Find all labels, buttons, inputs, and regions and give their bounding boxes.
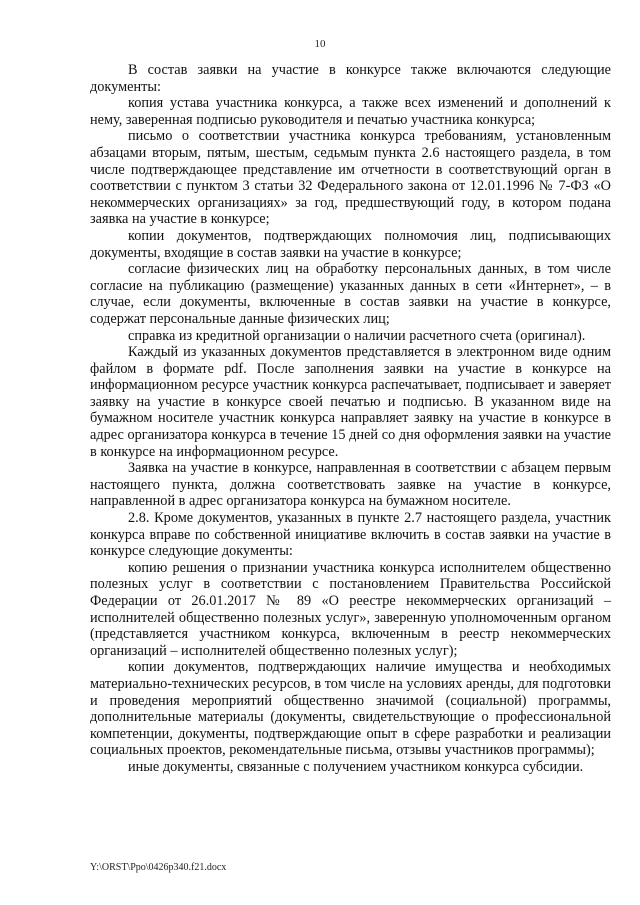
- footer-file-path: Y:\ORST\Ppo\0426p340.f21.docx: [90, 862, 227, 873]
- paragraph: письмо о соответствии участника конкурса требованиям, установленным абзацами вторым, пятым, шестым, седьмым пункта 2.6 настоящего раздела, в том числе подтверждающее представление им отчетности в соответствующий орган в соответствии с пунктом 3 статьи 32 Федерального закона от 12.01.1996 № 7-ФЗ «О некоммерческих организациях» за год, предшествующий году, в котором подана заявка на участие в конкурсе;: [90, 128, 611, 228]
- paragraph: Каждый из указанных документов представляется в электронном виде одним файлом в формате pdf. После заполнения заявки на участие в конкурсе на информационном ресурсе участник конкурса распечатывает, подписывает и заверяет заявку на участие в конкурсе своей печатью и подписью. В указанном виде на бумажном носителе участник конкурса направляет заявку на участие в конкурсе в адрес организатора конкурса в течение 15 дней со дня оформления заявки на участие в конкурсе на информационном ресурсе.: [90, 344, 611, 460]
- paragraph: согласие физических лиц на обработку персональных данных, в том числе согласие на публикацию (размещение) указанных данных в сети «Интернет», – в случае, если документы, включенные в состав заявки на участие в конкурсе, содержат персональные данные физических лиц;: [90, 261, 611, 327]
- document-body: [90, 62, 611, 776]
- paragraph: справка из кредитной организации о наличии расчетного счета (оригинал).: [128, 327, 586, 344]
- page-number: 10: [314, 38, 326, 50]
- paragraph: В состав заявки на участие в конкурсе также включаются следующие документы:: [90, 62, 611, 95]
- paragraph: копию решения о признании участника конкурса исполнителем общественно полезных услуг в соответствии с постановлением Правительства Российской Федерации от 26.01.2017 № 89 «О реестре некоммерческих организаций – исполнителей общественно полезных услуг», заверенную уполномоченным органом (представляется участником конкурса, включенным в реестр некоммерческих организаций – исполнителей общественно полезных услуг);: [90, 559, 611, 659]
- paragraph: 2.8. Кроме документов, указанных в пункте 2.7 настоящего раздела, участник конкурса вправе по собственной инициативе включить в состав заявки на участие в конкурсе следующие документы:: [90, 510, 611, 560]
- paragraph: копии документов, подтверждающих полномочия лиц, подписывающих документы, входящие в состав заявки на участие в конкурсе;: [90, 227, 611, 261]
- paragraph: иные документы, связанные с получением участником конкурса субсидии.: [128, 758, 584, 775]
- paragraph: копия устава участника конкурса, а также всех изменений и дополнений к нему, заверенная подписью руководителя и печатью участника конкурса;: [90, 95, 611, 128]
- paragraph: Заявка на участие в конкурсе, направленная в соответствии с абзацем первым настоящего пункта, должна соответствовать заявке на участие в конкурсе, направленной в адрес организатора конкурса на бумажном носителе.: [90, 460, 611, 510]
- paragraph: копии документов, подтверждающих наличие имущества и необходимых материально-технических ресурсов, в том числе на условиях аренды, для подготовки и проведения мероприятий общественно значимой (социальной) программы, дополнительные материалы (документы, свидетельствующие о профессиональной компетенции, документы, подтверждающие опыт в сфере разработки и реализации социальных проектов, рекомендательные письма, отзывы участников программы);: [90, 659, 611, 759]
